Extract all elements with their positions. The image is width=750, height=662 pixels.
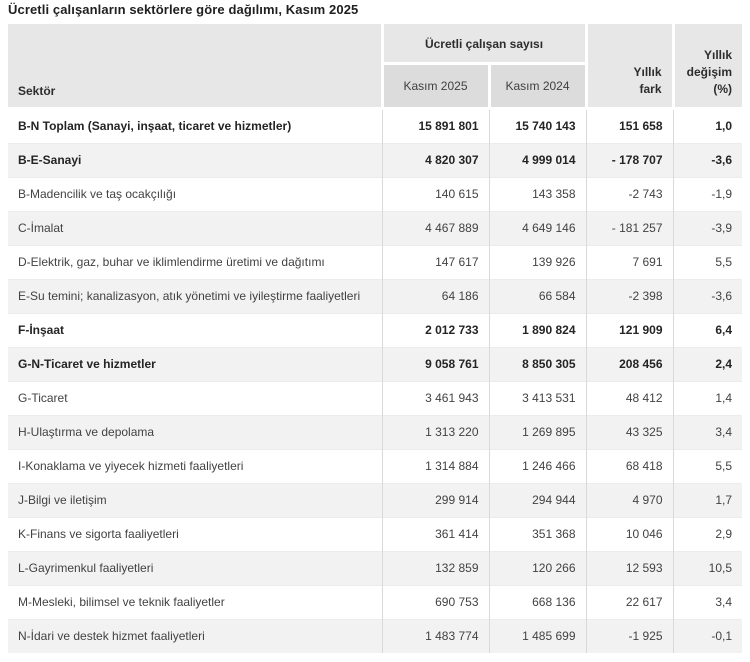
annual-change-pct-cell: 3,4 — [673, 416, 742, 450]
page-title: Ücretli çalışanların sektörlere göre dağılımı, Kasım 2025 — [8, 2, 359, 17]
value-2025-cell: 299 914 — [382, 484, 489, 518]
annual-diff-cell: 208 456 — [586, 348, 673, 382]
table-row-total — [8, 109, 742, 144]
annual-change-pct-cell: 2,4 — [673, 348, 742, 382]
value-2025-cell: 1 483 774 — [382, 620, 489, 654]
value-2024-cell: 1 246 466 — [489, 450, 586, 484]
value-2025-cell: 15 891 801 — [382, 109, 489, 144]
annual-change-pct-cell: 6,4 — [673, 314, 742, 348]
sector-cell: M-Mesleki, bilimsel ve teknik faaliyetler — [18, 595, 225, 609]
sector-cell: G-N-Ticaret ve hizmetler — [18, 357, 156, 371]
sector-cell: K-Finans ve sigorta faaliyetleri — [18, 527, 179, 541]
sector-cell: B-E-Sanayi — [18, 153, 82, 167]
column-header-annual-diff: Yıllık fark — [586, 24, 673, 109]
value-2025-cell: 690 753 — [382, 586, 489, 620]
annual-change-pct-cell: -3,6 — [673, 144, 742, 178]
value-2024-cell: 668 136 — [489, 586, 586, 620]
table-row-industry-total — [8, 144, 742, 178]
annual-diff-cell: 12 593 — [586, 552, 673, 586]
value-2024-cell: 3 413 531 — [489, 382, 586, 416]
value-2024-cell: 294 944 — [489, 484, 586, 518]
value-2025-cell: 361 414 — [382, 518, 489, 552]
annual-diff-cell: 121 909 — [586, 314, 673, 348]
value-2025-cell: 140 615 — [382, 178, 489, 212]
value-2024-cell: 8 850 305 — [489, 348, 586, 382]
table-header — [8, 24, 742, 109]
sector-cell: J-Bilgi ve iletişim — [18, 493, 107, 507]
value-2025-cell: 64 186 — [382, 280, 489, 314]
table-row — [8, 212, 742, 246]
annual-change-pct-cell: 5,5 — [673, 246, 742, 280]
annual-diff-cell: 43 325 — [586, 416, 673, 450]
annual-change-pct-cell: -0,1 — [673, 620, 742, 654]
value-2024-cell: 66 584 — [489, 280, 586, 314]
table-row — [8, 586, 742, 620]
value-2025-cell: 3 461 943 — [382, 382, 489, 416]
value-2025-cell: 2 012 733 — [382, 314, 489, 348]
annual-change-pct-cell: 1,7 — [673, 484, 742, 518]
annual-change-pct-cell: 3,4 — [673, 586, 742, 620]
annual-diff-cell: 7 691 — [586, 246, 673, 280]
value-2025-cell: 9 058 761 — [382, 348, 489, 382]
table-row — [8, 620, 742, 654]
column-group-header-employee-count: Ücretli çalışan sayısı — [382, 24, 586, 64]
table-row — [8, 246, 742, 280]
sector-cell: G-Ticaret — [18, 391, 68, 405]
table-row-construction — [8, 314, 742, 348]
value-2024-cell: 4 999 014 — [489, 144, 586, 178]
annual-change-pct-cell: -1,9 — [673, 178, 742, 212]
column-header-period-current: Kasım 2025 — [382, 64, 489, 109]
table-row — [8, 178, 742, 212]
annual-change-pct-cell: 1,4 — [673, 382, 742, 416]
annual-change-pct-cell: 10,5 — [673, 552, 742, 586]
header-row-group — [8, 24, 742, 64]
column-header-period-previous: Kasım 2024 — [489, 64, 586, 109]
value-2025-cell: 4 820 307 — [382, 144, 489, 178]
annual-diff-cell: 68 418 — [586, 450, 673, 484]
annual-diff-cell: -1 925 — [586, 620, 673, 654]
table-row — [8, 518, 742, 552]
annual-diff-cell: - 178 707 — [586, 144, 673, 178]
sector-cell: B-Madencilik ve taş ocakçılığı — [18, 187, 177, 201]
value-2025-cell: 1 313 220 — [382, 416, 489, 450]
sector-employment-table — [8, 24, 742, 653]
annual-change-pct-cell: -3,9 — [673, 212, 742, 246]
value-2025-cell: 4 467 889 — [382, 212, 489, 246]
sector-cell: C-İmalat — [18, 221, 64, 235]
table-row-trade-services-total — [8, 348, 742, 382]
value-2024-cell: 1 890 824 — [489, 314, 586, 348]
sector-cell: N-İdari ve destek hizmet faaliyetleri — [18, 629, 205, 643]
sector-cell: F-İnşaat — [18, 323, 65, 337]
table-row — [8, 484, 742, 518]
annual-change-pct-cell: -3,6 — [673, 280, 742, 314]
value-2024-cell: 143 358 — [489, 178, 586, 212]
annual-change-pct-cell: 1,0 — [673, 109, 742, 144]
table-body — [8, 109, 742, 654]
sector-cell: L-Gayrimenkul faaliyetleri — [18, 561, 154, 575]
table-row — [8, 416, 742, 450]
annual-diff-cell: - 181 257 — [586, 212, 673, 246]
column-header-sector: Sektör — [8, 24, 382, 109]
sector-cell: H-Ulaştırma ve depolama — [18, 425, 155, 439]
table-row — [8, 552, 742, 586]
value-2024-cell: 139 926 — [489, 246, 586, 280]
value-2025-cell: 132 859 — [382, 552, 489, 586]
value-2024-cell: 1 485 699 — [489, 620, 586, 654]
annual-diff-cell: 48 412 — [586, 382, 673, 416]
sector-cell: I-Konaklama ve yiyecek hizmeti faaliyetleri — [18, 459, 244, 473]
annual-diff-cell: 10 046 — [586, 518, 673, 552]
value-2025-cell: 1 314 884 — [382, 450, 489, 484]
value-2025-cell: 147 617 — [382, 246, 489, 280]
value-2024-cell: 4 649 146 — [489, 212, 586, 246]
value-2024-cell: 15 740 143 — [489, 109, 586, 144]
annual-diff-cell: 22 617 — [586, 586, 673, 620]
value-2024-cell: 351 368 — [489, 518, 586, 552]
value-2024-cell: 120 266 — [489, 552, 586, 586]
annual-change-pct-cell: 5,5 — [673, 450, 742, 484]
sector-cell: E-Su temini; kanalizasyon, atık yönetimi ve iyileştirme faaliyetleri — [18, 289, 361, 303]
column-header-annual-change-pct: Yıllık değişim (%) — [673, 24, 742, 109]
value-2024-cell: 1 269 895 — [489, 416, 586, 450]
sector-cell: D-Elektrik, gaz, buhar ve iklimlendirme üretimi ve dağıtımı — [18, 255, 325, 269]
table-row — [8, 382, 742, 416]
annual-diff-cell: 151 658 — [586, 109, 673, 144]
annual-diff-cell: -2 398 — [586, 280, 673, 314]
table-row — [8, 450, 742, 484]
annual-diff-cell: 4 970 — [586, 484, 673, 518]
table-row — [8, 280, 742, 314]
sector-cell: B-N Toplam (Sanayi, inşaat, ticaret ve hizmetler) — [18, 119, 292, 133]
annual-diff-cell: -2 743 — [586, 178, 673, 212]
annual-change-pct-cell: 2,9 — [673, 518, 742, 552]
